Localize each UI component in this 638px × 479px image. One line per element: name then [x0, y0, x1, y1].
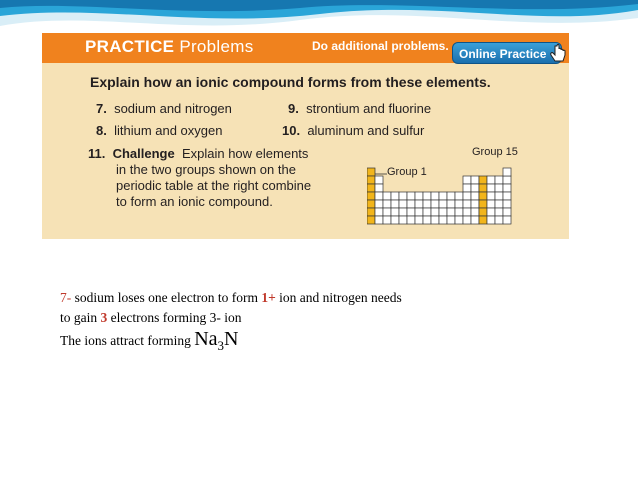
- table-cell: [375, 200, 383, 208]
- challenge-line-3: periodic table at the right combine: [116, 178, 312, 193]
- table-cell: [439, 216, 447, 224]
- question-9: 9. strontium and fluorine: [288, 101, 432, 116]
- table-cell: [431, 200, 439, 208]
- table-cell: [463, 192, 471, 200]
- table-cell: [503, 176, 511, 184]
- table-cell: [503, 216, 511, 224]
- table-cell: [423, 216, 431, 224]
- highlighted-cell: [367, 192, 375, 200]
- highlighted-cell: [367, 200, 375, 208]
- table-cell: [471, 216, 479, 224]
- question-10: 10. aluminum and sulfur: [282, 123, 425, 138]
- table-cell: [447, 216, 455, 224]
- table-cell: [383, 216, 391, 224]
- highlighted-cell: [367, 176, 375, 184]
- highlighted-cell: [367, 168, 375, 176]
- table-cell: [415, 216, 423, 224]
- table-cell: [503, 184, 511, 192]
- table-cell: [471, 192, 479, 200]
- challenge-line-2: in the two groups shown on the: [116, 162, 296, 177]
- highlighted-cell: [367, 216, 375, 224]
- challenge-line-4: to form an ionic compound.: [116, 194, 273, 209]
- table-cell: [391, 216, 399, 224]
- highlighted-cell: [479, 200, 487, 208]
- table-cell: [503, 192, 511, 200]
- answer-line-3: The ions attract forming $Na_3N$: [60, 328, 239, 353]
- table-cell: [399, 200, 407, 208]
- table-cell: [471, 200, 479, 208]
- practice-title: PRACTICE Problems: [85, 37, 254, 56]
- group-1-label: Group 1: [387, 166, 427, 178]
- table-cell: [415, 208, 423, 216]
- highlighted-cell: [479, 176, 487, 184]
- table-cell: [471, 176, 479, 184]
- table-cell: [375, 216, 383, 224]
- highlighted-cell: [479, 208, 487, 216]
- table-cell: [375, 176, 383, 184]
- table-cell: [423, 208, 431, 216]
- group-15-label: Group 15: [472, 146, 518, 158]
- highlighted-cell: [479, 184, 487, 192]
- table-cell: [375, 208, 383, 216]
- table-cell: [463, 176, 471, 184]
- table-cell: [487, 192, 495, 200]
- table-cell: [455, 200, 463, 208]
- table-cell: [447, 192, 455, 200]
- table-cell: [391, 208, 399, 216]
- table-cell: [463, 208, 471, 216]
- table-cell: [399, 216, 407, 224]
- table-cell: [391, 192, 399, 200]
- table-cell: [399, 208, 407, 216]
- table-cell: [503, 200, 511, 208]
- highlighted-cell: [367, 208, 375, 216]
- table-cell: [503, 208, 511, 216]
- table-cell: [375, 184, 383, 192]
- table-cell: [415, 200, 423, 208]
- table-cell: [495, 176, 503, 184]
- table-cell: [487, 216, 495, 224]
- table-cell: [487, 208, 495, 216]
- table-cell: [383, 208, 391, 216]
- highlighted-cell: [479, 192, 487, 200]
- instruction-text: Explain how an ionic compound forms from these elements.: [90, 74, 491, 90]
- question-7: 7. sodium and nitrogen: [96, 101, 232, 116]
- table-cell: [495, 184, 503, 192]
- table-cell: [455, 216, 463, 224]
- table-cell: [503, 168, 511, 176]
- pointer-hand-icon: [549, 44, 567, 64]
- table-cell: [439, 192, 447, 200]
- table-cell: [431, 208, 439, 216]
- table-cell: [471, 184, 479, 192]
- additional-problems-note: Do additional problems.: [312, 39, 449, 53]
- table-cell: [423, 200, 431, 208]
- table-cell: [463, 216, 471, 224]
- table-cell: [455, 208, 463, 216]
- practice-problems-panel: [42, 33, 569, 239]
- table-cell: [439, 200, 447, 208]
- table-cell: [447, 208, 455, 216]
- highlighted-cell: [367, 184, 375, 192]
- table-cell: [495, 192, 503, 200]
- table-cell: [431, 216, 439, 224]
- table-cell: [455, 192, 463, 200]
- formula-na3n: $Na_3N$: [194, 328, 239, 353]
- table-cell: [487, 200, 495, 208]
- table-cell: [439, 208, 447, 216]
- table-cell: [423, 192, 431, 200]
- table-cell: [495, 200, 503, 208]
- table-cell: [399, 192, 407, 200]
- table-cell: [391, 200, 399, 208]
- table-cell: [383, 200, 391, 208]
- table-cell: [495, 208, 503, 216]
- table-cell: [407, 216, 415, 224]
- table-cell: [487, 184, 495, 192]
- table-cell: [383, 192, 391, 200]
- answer-line-1: 7- sodium loses one electron to form 1+ ion and nitrogen needs: [60, 290, 402, 305]
- online-practice-button[interactable]: Online Practice: [452, 42, 562, 64]
- answer-line-2: to gain 3 electrons forming 3- ion: [60, 310, 242, 325]
- table-cell: [407, 208, 415, 216]
- table-cell: [407, 200, 415, 208]
- table-cell: [407, 192, 415, 200]
- table-cell: [471, 208, 479, 216]
- table-cell: [447, 200, 455, 208]
- table-cell: [463, 184, 471, 192]
- question-11-challenge: 11. Challenge Explain how elements: [88, 146, 309, 161]
- question-8: 8. lithium and oxygen: [96, 123, 223, 138]
- highlighted-cell: [479, 216, 487, 224]
- table-cell: [415, 192, 423, 200]
- table-cell: [375, 192, 383, 200]
- table-cell: [495, 216, 503, 224]
- table-cell: [463, 200, 471, 208]
- table-cell: [487, 176, 495, 184]
- table-cell: [431, 192, 439, 200]
